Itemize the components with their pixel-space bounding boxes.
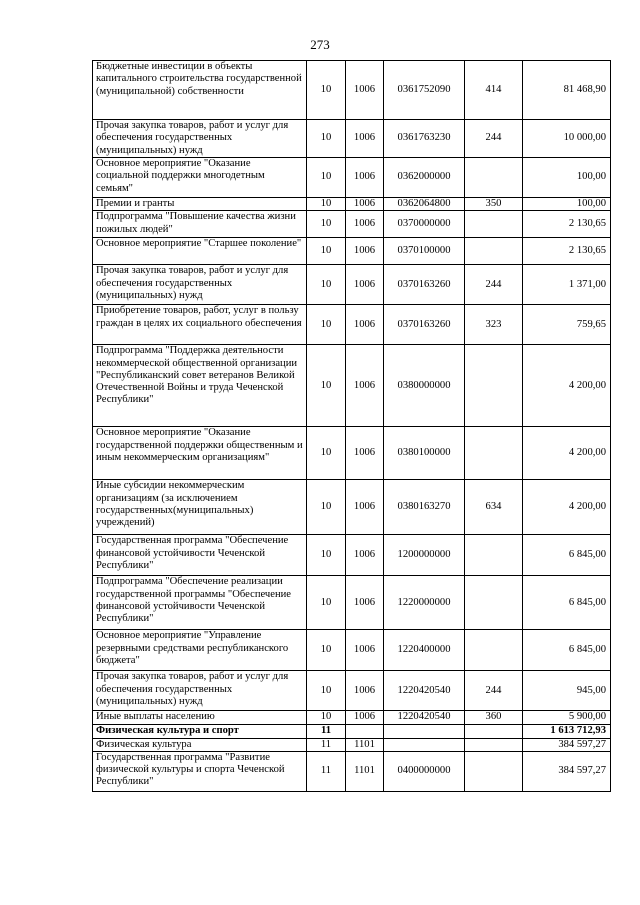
row-expense-type (465, 238, 523, 265)
row-amount: 2 130,65 (523, 238, 611, 265)
row-amount: 6 845,00 (523, 535, 611, 576)
row-target-article: 1220420540 (384, 671, 465, 711)
row-name: Приобретение товаров, работ, услуг в пользу граждан в целях их социального обеспечения (93, 305, 307, 345)
row-section: 10 (307, 427, 346, 480)
row-target-article (384, 724, 465, 738)
row-target-article: 0361752090 (384, 61, 465, 120)
row-section: 10 (307, 238, 346, 265)
row-target-article: 0370100000 (384, 238, 465, 265)
row-expense-type (465, 751, 523, 791)
table-row (93, 711, 611, 724)
row-section: 11 (307, 738, 346, 751)
row-amount: 100,00 (523, 198, 611, 211)
row-subsection: 1006 (346, 305, 384, 345)
row-name: Прочая закупка товаров, работ и услуг для обеспечения государственных (муниципальных) нужд (93, 120, 307, 158)
row-subsection: 1006 (346, 427, 384, 480)
row-subsection: 1101 (346, 751, 384, 791)
table-row (93, 724, 611, 738)
row-name: Премии и гранты (93, 198, 307, 211)
row-section: 10 (307, 480, 346, 535)
table-row (93, 238, 611, 265)
row-name: Физическая культура и спорт (93, 724, 307, 738)
row-expense-type (465, 724, 523, 738)
row-subsection (346, 724, 384, 738)
row-target-article: 0362064800 (384, 198, 465, 211)
row-target-article: 0361763230 (384, 120, 465, 158)
row-expense-type: 634 (465, 480, 523, 535)
table-row (93, 427, 611, 480)
row-name: Основное мероприятие "Управление резервными средствами республиканского бюджета" (93, 630, 307, 671)
row-name: Основное мероприятие "Старшее поколение" (93, 238, 307, 265)
row-subsection: 1006 (346, 158, 384, 198)
row-amount: 1 371,00 (523, 265, 611, 305)
row-amount: 4 200,00 (523, 427, 611, 480)
row-target-article: 0380100000 (384, 427, 465, 480)
row-section: 10 (307, 535, 346, 576)
row-amount: 4 200,00 (523, 480, 611, 535)
row-section: 10 (307, 305, 346, 345)
row-amount: 384 597,27 (523, 751, 611, 791)
row-amount: 945,00 (523, 671, 611, 711)
row-subsection: 1006 (346, 61, 384, 120)
row-name: Физическая культура (93, 738, 307, 751)
row-amount: 1 613 712,93 (523, 724, 611, 738)
row-section: 10 (307, 211, 346, 238)
row-name: Прочая закупка товаров, работ и услуг для обеспечения государственных (муниципальных) нужд (93, 671, 307, 711)
row-expense-type (465, 427, 523, 480)
row-name: Государственная программа "Развитие физической культуры и спорта Чеченской Республики" (93, 751, 307, 791)
table-row (93, 671, 611, 711)
row-subsection: 1006 (346, 198, 384, 211)
table-row (93, 305, 611, 345)
row-expense-type: 350 (465, 198, 523, 211)
row-target-article: 0370000000 (384, 211, 465, 238)
row-expense-type (465, 211, 523, 238)
row-amount: 6 845,00 (523, 630, 611, 671)
row-section: 10 (307, 198, 346, 211)
row-target-article: 0400000000 (384, 751, 465, 791)
row-subsection: 1101 (346, 738, 384, 751)
row-name: Прочая закупка товаров, работ и услуг для обеспечения государственных (муниципальных) нужд (93, 265, 307, 305)
table-row (93, 158, 611, 198)
row-section: 10 (307, 265, 346, 305)
row-subsection: 1006 (346, 576, 384, 630)
row-amount: 759,65 (523, 305, 611, 345)
row-amount: 81 468,90 (523, 61, 611, 120)
table-row (93, 535, 611, 576)
row-section: 10 (307, 576, 346, 630)
row-section: 10 (307, 671, 346, 711)
row-amount: 100,00 (523, 158, 611, 198)
row-subsection: 1006 (346, 265, 384, 305)
row-target-article: 0362000000 (384, 158, 465, 198)
table-row (93, 61, 611, 120)
row-section: 10 (307, 61, 346, 120)
row-subsection: 1006 (346, 630, 384, 671)
row-section: 11 (307, 751, 346, 791)
row-amount: 4 200,00 (523, 345, 611, 427)
row-subsection: 1006 (346, 671, 384, 711)
row-expense-type (465, 345, 523, 427)
table-row (93, 480, 611, 535)
row-target-article: 1220420540 (384, 711, 465, 724)
row-section: 10 (307, 120, 346, 158)
row-expense-type: 244 (465, 120, 523, 158)
row-expense-type: 244 (465, 265, 523, 305)
page-number: 273 (310, 37, 330, 52)
row-target-article: 1200000000 (384, 535, 465, 576)
row-section: 10 (307, 345, 346, 427)
row-name: Иные выплаты населению (93, 711, 307, 724)
table-row (93, 265, 611, 305)
row-expense-type: 360 (465, 711, 523, 724)
row-name: Подпрограмма "Поддержка деятельности некоммерческой общественной организации "Республиканский совет ветеранов Великой Отечественной Войны и труда Чеченской Республики" (93, 345, 307, 427)
row-name: Основное мероприятие "Оказание государственной поддержки общественным и иным некоммерческим организациям" (93, 427, 307, 480)
row-subsection: 1006 (346, 345, 384, 427)
row-target-article: 0380000000 (384, 345, 465, 427)
row-target-article: 0370163260 (384, 265, 465, 305)
row-amount: 6 845,00 (523, 576, 611, 630)
budget-table (92, 60, 611, 792)
table-row (93, 345, 611, 427)
table-row (93, 751, 611, 791)
row-target-article (384, 738, 465, 751)
table-row (93, 576, 611, 630)
table-row (93, 630, 611, 671)
row-target-article: 1220000000 (384, 576, 465, 630)
row-target-article: 0380163270 (384, 480, 465, 535)
row-subsection: 1006 (346, 535, 384, 576)
row-amount: 2 130,65 (523, 211, 611, 238)
row-expense-type (465, 158, 523, 198)
row-name: Бюджетные инвестиции в объекты капитального строительства государственной (муниципальной) собственности (93, 61, 307, 120)
row-name: Подпрограмма "Повышение качества жизни пожилых людей" (93, 211, 307, 238)
row-expense-type: 323 (465, 305, 523, 345)
row-subsection: 1006 (346, 211, 384, 238)
row-name: Подпрограмма "Обеспечение реализации государственной программы "Обеспечение финансовой устойчивости Чеченской Республики" (93, 576, 307, 630)
row-target-article: 1220400000 (384, 630, 465, 671)
row-expense-type (465, 535, 523, 576)
budget-table-body (93, 61, 611, 792)
table-row (93, 211, 611, 238)
row-expense-type (465, 630, 523, 671)
row-section: 11 (307, 724, 346, 738)
row-subsection: 1006 (346, 238, 384, 265)
row-name: Иные субсидии некоммерческим организациям (за исключением государственных(муниципальных) учреждений) (93, 480, 307, 535)
table-row (93, 120, 611, 158)
row-expense-type: 244 (465, 671, 523, 711)
row-section: 10 (307, 158, 346, 198)
row-section: 10 (307, 630, 346, 671)
table-row (93, 738, 611, 751)
row-section: 10 (307, 711, 346, 724)
row-subsection: 1006 (346, 120, 384, 158)
row-expense-type (465, 576, 523, 630)
row-amount: 5 900,00 (523, 711, 611, 724)
row-target-article: 0370163260 (384, 305, 465, 345)
row-name: Основное мероприятие "Оказание социальной поддержки многодетным семьям" (93, 158, 307, 198)
row-expense-type: 414 (465, 61, 523, 120)
row-subsection: 1006 (346, 480, 384, 535)
row-name: Государственная программа "Обеспечение финансовой устойчивости Чеченской Республики" (93, 535, 307, 576)
row-subsection: 1006 (346, 711, 384, 724)
row-expense-type (465, 738, 523, 751)
table-row (93, 198, 611, 211)
row-amount: 384 597,27 (523, 738, 611, 751)
row-amount: 10 000,00 (523, 120, 611, 158)
